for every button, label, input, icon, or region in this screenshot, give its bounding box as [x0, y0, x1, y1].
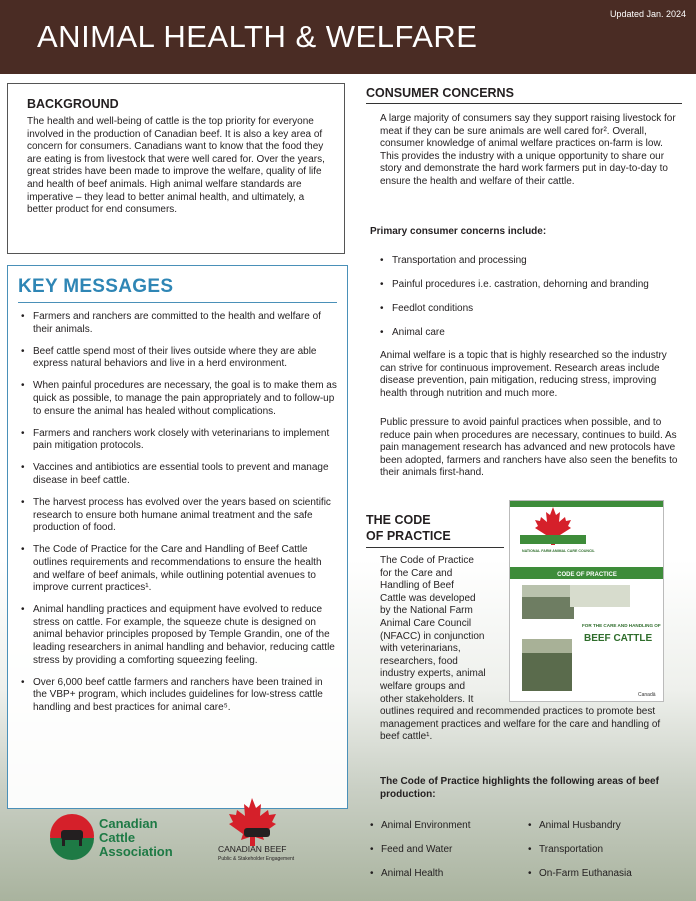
area-item: • Animal Environment: [370, 820, 520, 844]
code-text-line: other stakeholders. It: [380, 693, 474, 705]
key-messages-heading: KEY MESSAGES: [18, 276, 174, 297]
area-item: • On-Farm Euthanasia: [528, 868, 678, 892]
code-text-line: Animal Care Council: [380, 617, 472, 629]
code-text-line: welfare groups and: [380, 680, 466, 692]
key-messages-list: [18, 311, 337, 714]
code-text-line: Cattle was developed: [380, 592, 476, 604]
key-message-item: • Beef cattle spend most of their lives outside where they are able express natural behaviors and live in a herd environment.: [18, 346, 337, 371]
key-message-item: • The harvest process has evolved over the years based on scientific research to ensure both humane animal treatment and the safe production of food.: [18, 497, 337, 535]
code-description-wide: outlines required and recommended practices to promote best management practices and welfare for the care and handling of beef cattle¹.: [380, 706, 661, 743]
key-message-item: • Animal handling practices and equipment have evolved to reduce stress on cattle. For example, the squeeze chute is designed on animal behavior principles proposed by Temple Grandin, one of the leading researchers in animal handling and behavior, reducing cattle stress by providing a comforting squeezing feeling.: [18, 604, 337, 667]
code-text-line: Handling of Beef: [380, 580, 454, 592]
cover-title: BEEF CATTLE: [584, 633, 653, 644]
cb-name: CANADIAN BEEF: [218, 844, 287, 854]
consumer-concerns-list: [380, 255, 680, 351]
key-messages-section: [7, 265, 348, 809]
code-of-practice-cover-image: [509, 500, 664, 702]
code-text-line: The Code of Practice: [380, 555, 474, 566]
key-message-item: • The Code of Practice for the Care and Handling of Beef Cattle outlines requirements and recommendations to ensure the health and welfare of beef animals, while outlining potential avenues to improve current practices¹.: [18, 544, 337, 594]
concern-item: • Transportation and processing: [380, 255, 680, 279]
background-heading: BACKGROUND: [27, 97, 119, 111]
area-item: • Animal Husbandry: [528, 820, 678, 844]
code-text-line: by the National Farm: [380, 605, 473, 617]
areas-label: The Code of Practice highlights the following areas of beef production:: [380, 776, 659, 800]
code-text-line: with veterinarians,: [380, 643, 461, 655]
key-message-item: • When painful procedures are necessary, the goal is to make them as quick as possible, to manage the pain appropriately and to follow-up to ensure the animal has healed without complications.: [18, 380, 337, 418]
key-message-item: • Farmers and ranchers are committed to the health and welfare of their animals.: [18, 311, 337, 336]
code-text-line: (NFACC) in conjunction: [380, 630, 485, 642]
code-heading-line-2: OF PRACTICE: [366, 529, 451, 543]
area-item: • Feed and Water: [370, 844, 520, 868]
canadian-cattle-association-logo: [48, 812, 188, 860]
cover-subtitle: FOR THE CARE AND HANDLING OF: [582, 623, 661, 628]
code-description-narrow: [380, 555, 505, 706]
key-messages-divider: [18, 302, 337, 303]
code-heading-line-1: THE CODE: [366, 513, 431, 527]
cover-band: CODE OF PRACTICE: [557, 572, 617, 578]
concern-item: • Feedlot conditions: [380, 303, 680, 327]
code-text-line: for the Care and: [380, 567, 453, 579]
area-item: • Animal Health: [370, 868, 520, 892]
page-header: [0, 0, 696, 74]
area-item: • Transportation: [528, 844, 678, 868]
background-section: [7, 83, 345, 254]
key-message-item: • Over 6,000 beef cattle farmers and ranchers have been trained in the VBP+ program, which includes guidelines for low-stress cattle handling and best practices for animal care⁵.: [18, 677, 337, 715]
concern-item: • Animal care: [380, 327, 680, 351]
key-message-item: • Farmers and ranchers work closely with veterinarians to implement pain mitigation protocols.: [18, 428, 337, 453]
areas-list-right: [528, 820, 678, 892]
cover-art: [510, 501, 664, 702]
code-text-line: researchers, food: [380, 655, 458, 667]
updated-date: Updated Jan. 2024: [609, 9, 686, 19]
concern-item: • Painful procedures i.e. castration, dehorning and branding: [380, 279, 680, 303]
cb-sub: Public & Stakeholder Engagement: [218, 856, 295, 862]
canadian-beef-logo: [214, 796, 306, 862]
cca-line-1: Canadian: [99, 816, 158, 831]
code-of-practice-heading: [366, 512, 504, 548]
cca-line-3: Association: [99, 844, 173, 859]
cover-org: NATIONAL FARM ANIMAL CARE COUNCIL: [522, 549, 595, 553]
cca-line-2: Cattle: [99, 830, 136, 845]
areas-list-left: [370, 820, 520, 892]
background-body: The health and well-being of cattle is the top priority for everyone involved in the production of Canadian beef. It is also a key area of concern for consumers. Canadians want to know that the food they are eating is from livestock that were well cared for. Over the years, great strides have been made to improve the welfare, quality of life and health of beef animals. High animal welfare standards are imperative – they lead to better animal health, and ultimately, a better product for end consumers.: [27, 116, 325, 216]
consumer-concerns-heading: CONSUMER CONCERNS: [366, 86, 682, 104]
consumer-paragraph-2: Animal welfare is a topic that is highly researched so the industry can strive for continuous improvement. Research areas include disease prevention, pain mitigation, reducing stress, improving health through nutrition and much more.: [380, 350, 667, 399]
maple-leaf-icon: [229, 798, 276, 846]
consumer-paragraph-3: Public pressure to avoid painful practices when possible, and to reduce pain when procedures are necessary, continues to build. As pain management research has advanced and new protocols have been adopted, farmers and ranchers have also seen the benefits to their animals first-hand.: [380, 417, 678, 479]
cover-canada: Canadä: [638, 692, 656, 698]
key-message-item: • Vaccines and antibiotics are essential tools to prevent and manage disease in beef cattle.: [18, 462, 337, 487]
primary-concerns-label: Primary consumer concerns include:: [370, 226, 547, 237]
code-text-line: industry experts, animal: [380, 668, 486, 680]
page-title: ANIMAL HEALTH & WELFARE: [37, 19, 478, 54]
consumer-intro: A large majority of consumers say they support raising livestock for meat if they can be sure animals are well cared for². Overall, consumer knowledge of animal welfare practices on-farm is low. This provides the industry with a unique opportunity to share our story and demonstrate the hard work farmers put in day-to-day to ensure the health and welfare of their cattle.: [380, 113, 676, 187]
